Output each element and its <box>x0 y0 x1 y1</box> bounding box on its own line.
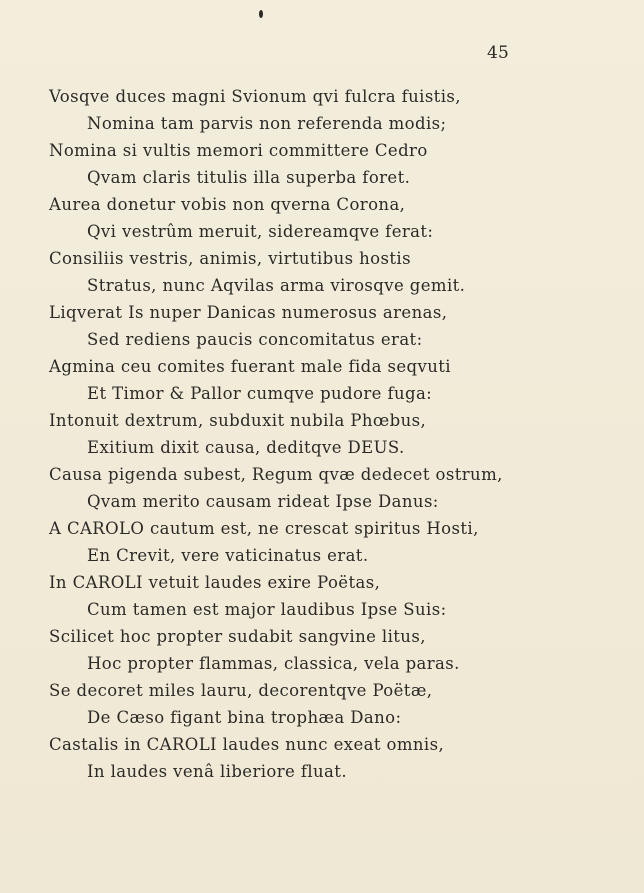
poem-line: Consiliis vestris, animis, virtutibus hostis <box>49 249 411 268</box>
poem-line: Hoc propter flammas, classica, vela paras. <box>87 654 460 673</box>
poem-line: Sed rediens paucis concomitatus erat: <box>87 330 423 349</box>
poem-text <box>49 83 609 785</box>
poem-line: Vosqve duces magni Svionum qvi fulcra fuistis, <box>49 87 461 106</box>
poem-line: In laudes venâ liberiore fluat. <box>87 762 347 781</box>
poem-line: Nomina tam parvis non referenda modis; <box>87 114 447 133</box>
poem-line: Liqverat Is nuper Danicas numerosus arenas, <box>49 303 448 322</box>
poem-line: Nomina si vultis memori committere Cedro <box>49 141 428 160</box>
poem-line: Aurea donetur vobis non qverna Corona, <box>49 195 406 214</box>
poem-line: Se decoret miles lauru, decorentqve Poëtæ, <box>49 681 433 700</box>
poem-line: Causa pigenda subest, Regum qvæ dedecet ostrum, <box>49 465 503 484</box>
poem-line: A CAROLO cautum est, ne crescat spiritus Hosti, <box>49 519 479 538</box>
poem-line: De Cæso figant bina trophæa Dano: <box>87 708 402 727</box>
poem-line: Stratus, nunc Aqvilas arma virosqve gemit. <box>87 276 466 295</box>
poem-line: Qvi vestrûm meruit, sidereamqve ferat: <box>87 222 434 241</box>
poem-line: In CAROLI vetuit laudes exire Poëtas, <box>49 573 381 592</box>
poem-line: Et Timor & Pallor cumqve pudore fuga: <box>87 384 433 403</box>
poem-line: Intonuit dextrum, subduxit nubila Phœbus, <box>49 411 427 430</box>
poem-line: Qvam merito causam rideat Ipse Danus: <box>87 492 439 511</box>
poem-line: Qvam claris titulis illa superba foret. <box>87 168 411 187</box>
poem-line: Cum tamen est major laudibus Ipse Suis: <box>87 600 447 619</box>
poem-line: Agmina ceu comites fuerant male fida seqvuti <box>49 357 451 376</box>
poem-line: Exitium dixit causa, deditqve DEUS. <box>87 438 405 457</box>
poem-line: En Crevit, vere vaticinatus erat. <box>87 546 369 565</box>
poem-line: Scilicet hoc propter sudabit sangvine litus, <box>49 627 426 646</box>
page-number: 45 <box>487 43 510 63</box>
poem-line: Castalis in CAROLI laudes nunc exeat omnis, <box>49 735 445 754</box>
ink-mark <box>259 10 263 18</box>
